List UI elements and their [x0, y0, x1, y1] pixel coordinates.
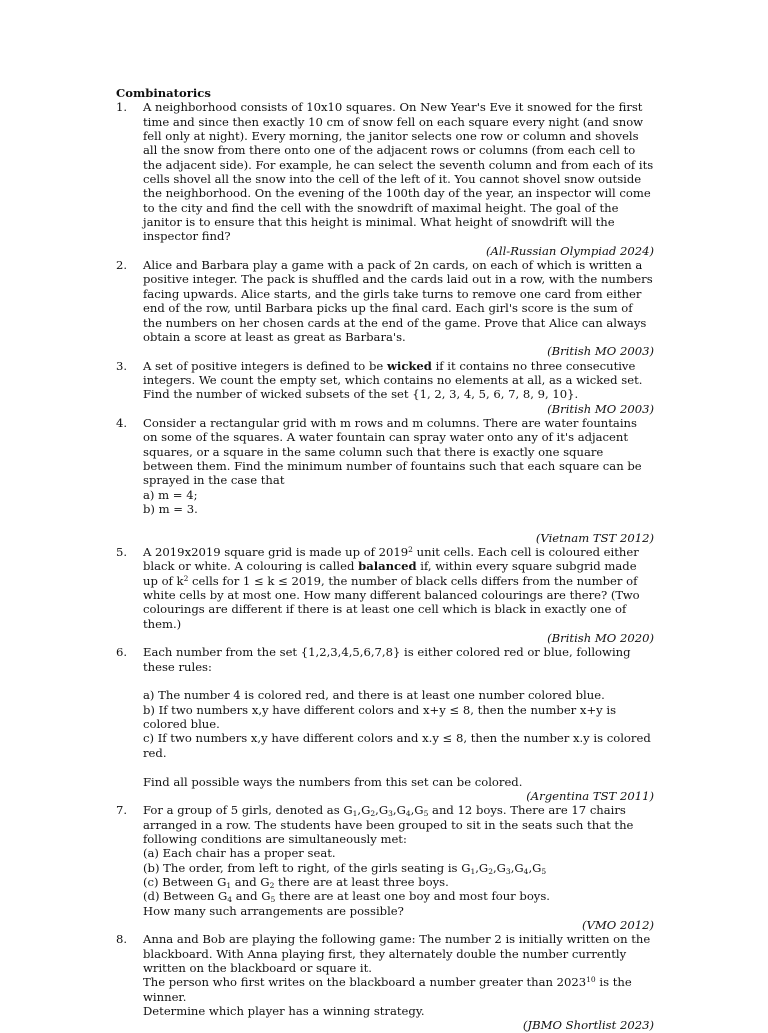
problem-text: [143, 545, 654, 631]
problem-body: [143, 258, 654, 358]
condition-c: (c) Between $G_1$ and $G_2$ there are at least three boys.: [143, 874, 449, 890]
problem-source: (VMO 2012): [582, 917, 654, 932]
text-span: if it contains no three consecutive integers. We count the empty set, which contains no elements at all, as a wicked set. Find the number of wicked subsets of the set {1, 2, 3, 4, 5, 6, 7, 8, 9, 10}.: [143, 358, 643, 402]
problem-source: (British MO 2020): [547, 631, 654, 646]
problem-number: 7.: [116, 803, 128, 818]
problem-source: (Vietnam TST 2012): [535, 530, 654, 545]
problem-body: [143, 932, 654, 1032]
case-a: a) m = 4;: [143, 487, 198, 502]
problem-number: 8.: [116, 932, 128, 947]
problem-1: [116, 100, 654, 258]
term-wicked: wicked: [386, 358, 432, 373]
text-span: and 12 boys. There are 17 chairs arranged in a row. The students have been grouped to sit in the seats such that the following conditions are simultaneously met:: [143, 803, 634, 846]
problem-source: (British MO 2003): [547, 401, 654, 416]
text-span: A 2019x2019 square grid is made up of 2019: [143, 545, 409, 559]
problem-source: (JBMO Shortlist 2023): [522, 1018, 654, 1033]
problem-rule: The person who first writes on the blackboard a number greater than 2023$^{10}$ is the winner.: [143, 975, 632, 1004]
problem-3: [116, 359, 654, 416]
problem-question: How many such arrangements are possible?: [143, 903, 404, 918]
superscript: 10: [586, 975, 596, 985]
problem-7: [116, 803, 654, 932]
superscript: 2: [408, 545, 413, 554]
problem-text: Alice and Barbara play a game with a pack of 2n cards, on each of which is written a positive integer. The pack is shuffled and the cards laid out in a row, with the numbers facing upwards. Alice starts, and the girls take turns to remove one card from either end of the row, until Barbara picks up the final card. Each girl's score is the sum of the numbers on her chosen cards at the end of the game. Prove that Alice can always obtain a score at least as great as Barbara's.: [143, 258, 653, 344]
problem-body: [143, 359, 654, 416]
problem-intro: Each number from the set {1,2,3,4,5,6,7,8} is either colored red or blue, following these rules:: [143, 645, 631, 674]
problem-number: 2.: [116, 258, 128, 273]
problem-question: Find all possible ways the numbers from this set can be colored.: [143, 774, 523, 789]
condition-b: (b) The order, from left to right, of the girls seating is $G_1,G_2,G_3,G_4,G_5$: [143, 860, 547, 876]
problem-body: [143, 645, 654, 803]
text-span: A set of positive integers is defined to be: [143, 358, 387, 373]
problem-text: Consider a rectangular grid with m rows and m columns. There are water fountains on some of the squares. A water fountain can spray water onto any of it's adjacent squares, or a square in the same column such that there is exactly one square between them. Find the minimum number of fountains such that each square can be sprayed in the case that: [143, 415, 642, 488]
spacer: [143, 674, 654, 688]
problem-text: [143, 359, 654, 402]
girls-list: $G_1,G_2,G_3,G_4,G_5$: [343, 803, 429, 819]
problem-number: 4.: [116, 415, 128, 430]
text-span: if, within every square subgrid made up of k: [143, 559, 637, 588]
problem-4: [116, 416, 654, 545]
term-balanced: balanced: [358, 559, 417, 574]
text-span: unit cells. Each cell is coloured either black or white. A colouring is called: [143, 545, 639, 574]
spacer: [143, 516, 654, 530]
condition-a: (a) Each chair has a proper seat.: [143, 846, 336, 861]
text-span: cells for 1 ≤ k ≤ 2019, the number of black cells differs from the number of white cells by at most one. How many different balanced colourings are there? (Two colourings are different if there is at least one cell which is black in exactly one of them.): [143, 573, 640, 631]
problem-body: [143, 545, 654, 645]
condition-d: (d) Between $G_4$ and $G_5$ there are at least one boy and most four boys.: [143, 889, 550, 905]
problem-number: 6.: [116, 645, 128, 660]
problem-body: [143, 100, 654, 258]
rule-a: a) The number 4 is colored red, and there is at least one number colored blue.: [143, 688, 605, 703]
problem-6: [116, 645, 654, 803]
rule-c: c) If two numbers x,y have different colors and x.y ≤ 8, then the number x.y is colored red.: [143, 731, 651, 760]
problem-source: (Argentina TST 2011): [526, 788, 654, 803]
problem-source: (All-Russian Olympiad 2024): [485, 243, 654, 258]
problem-question: Determine which player has a winning strategy.: [143, 1004, 425, 1018]
problem-8: [116, 932, 654, 1032]
text-span: For a group of 5 girls, denoted as: [143, 803, 344, 818]
problem-body: [143, 416, 654, 545]
problem-5: [116, 545, 654, 645]
problem-text: [143, 803, 654, 846]
superscript: 2: [183, 573, 189, 583]
problem-text: Anna and Bob are playing the following game: The number 2 is initially written on the blackboard. With Anna playing first, they alternately double the number currently written on the blackboard or square it.: [143, 932, 651, 975]
section-title: Combinatorics: [116, 86, 211, 100]
problem-number: 3.: [116, 358, 128, 373]
problem-number: 1.: [116, 100, 128, 115]
problem-text: A neighborhood consists of 10x10 squares. On New Year's Eve it snowed for the first time and since then exactly 10 cm of snow fell on each square every night (and snow fell only at night). Every morning, the janitor selects one row or column and shovels all the snow from there onto one of the adjacent rows or columns (from each cell to the adjacent side). For example, he can select the seventh column and from each of its cells shovel all the snow into the cell of the left of it. You cannot shovel snow outside the neighborhood. On the evening of the 100th day of the year, an inspector will come to the city and find the cell with the snowdrift of maximal height. The goal of the janitor is to ensure that this height is minimal. What height of snowdrift will the inspector find?: [143, 100, 654, 244]
girls-order: $G_1,G_2,G_3,G_4,G_5$: [461, 860, 547, 876]
rule-b: b) If two numbers x,y have different colors and x+y ≤ 8, then the number x+y is colored blue.: [143, 702, 617, 732]
spacer: [143, 760, 654, 774]
problem-body: [143, 803, 654, 932]
case-b: b) m = 3.: [143, 501, 198, 516]
problem-source: (British MO 2003): [547, 344, 654, 359]
problem-number: 5.: [116, 545, 128, 559]
problem-2: [116, 258, 654, 358]
